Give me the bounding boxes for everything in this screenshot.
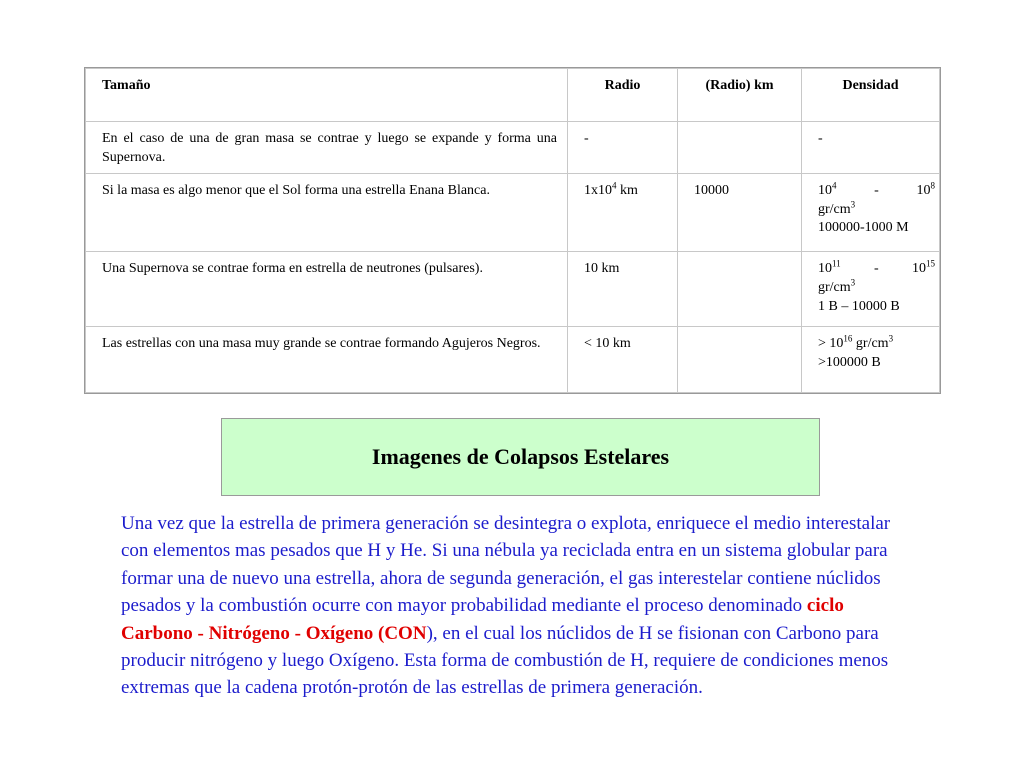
row-radio: 10 km [568, 252, 678, 327]
header-tamano: Tamaño [86, 69, 568, 122]
row-desc: Las estrellas con una masa muy grande se contrae formando Agujeros Negros. [86, 327, 568, 393]
table-row [86, 327, 940, 393]
row-densidad: - [802, 122, 940, 174]
section-title: Imagenes de Colapsos Estelares [371, 444, 670, 469]
row-radio: $1x10^4$ km [568, 174, 678, 252]
table-row [86, 174, 940, 252]
row-desc: En el caso de una de gran masa se contrae y luego se expande y forma una Supernova. [86, 122, 568, 174]
star-collapse-table [85, 68, 940, 393]
row-desc: Una Supernova se contrae forma en estrella de neutrones (pulsares). [86, 252, 568, 327]
table-header-row [86, 69, 940, 122]
paragraph-text: Una vez que la estrella de primera generación se desintegra o explota, enriquece el medio interestalar con elementos mas pesados que H y He. Si una nébula ya reciclada entra en un sistema globular para formar una de nuevo una estrella, ahora de segunda generación, el gas interestelar contiene núclidos pesados y la combustión ocurre con mayor probabilidad mediante el proceso denominado [121, 513, 891, 617]
row-radio-km [678, 122, 802, 174]
header-radio-km: (Radio) km [678, 69, 802, 122]
header-densidad: Densidad [802, 69, 940, 122]
body-paragraph [121, 510, 911, 702]
row-radio: - [568, 122, 678, 174]
row-desc: Si la masa es algo menor que el Sol forma una estrella Enana Blanca. [86, 174, 568, 252]
row-radio-km: 10000 [678, 174, 802, 252]
row-radio-km [678, 252, 802, 327]
paragraph-text-end: ), en el cual los núclidos de H se fisionan con Carbono para producir nitrógeno y luego Oxígeno. Esta forma de combustión de H, requiere de condiciones menos extremas que la cadena protón-protón de las estrellas de primera generación. [121, 622, 889, 699]
row-densidad: $10^4$ - $10^8$ $gr/cm^3$ 100000-1000 M [802, 174, 940, 252]
section-title-banner [221, 418, 820, 496]
row-densidad: $10^{11}$ - $10^{15}$ $gr/cm^3$ 1 B – 10000 B [802, 252, 940, 327]
row-radio: < 10 km [568, 327, 678, 393]
header-radio: Radio [568, 69, 678, 122]
row-radio-km [678, 327, 802, 393]
paragraph-highlight: ciclo Carbono - Nitrógeno - Oxígeno (CON [121, 595, 844, 644]
table-row [86, 252, 940, 327]
row-densidad: > $10^{16}$ $gr/cm^3$ >100000 B [802, 327, 940, 393]
table-row [86, 122, 940, 174]
